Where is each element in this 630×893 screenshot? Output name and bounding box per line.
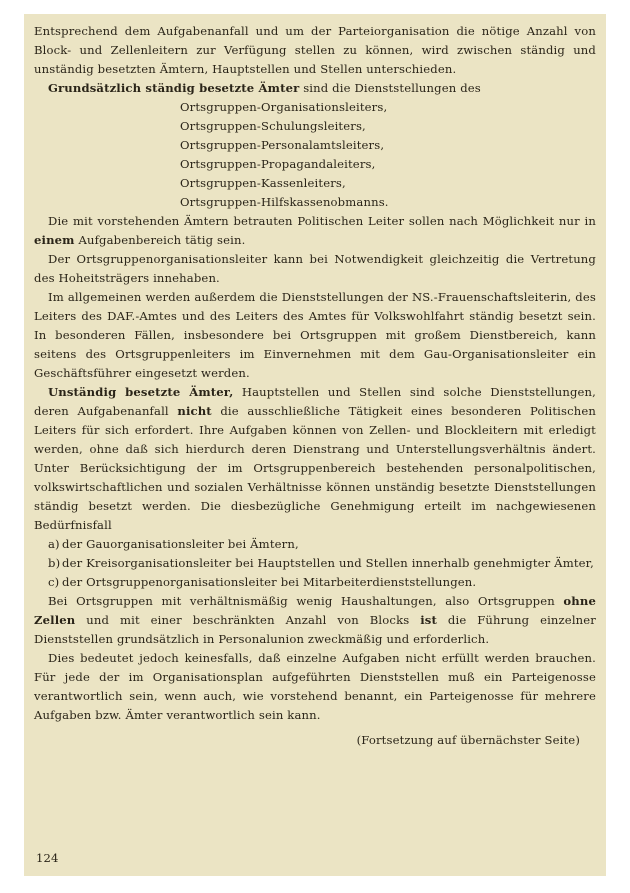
continuation-note: (Fortsetzung auf übernächster Seite) [356, 733, 580, 747]
paragraph-text: Aufgabenbereich tätig sein. [74, 233, 246, 247]
paragraph-one-area [34, 212, 596, 250]
list-item: Ortsgruppen-Organisationsleiters, [180, 100, 388, 114]
item-marker: a) [48, 537, 60, 551]
item-text: der Gauorganisationsleiter bei Ämtern, [62, 537, 299, 551]
approval-item [48, 573, 596, 592]
item-text: der Ortsgruppenorganisationsleiter bei Mitarbeiterdienststellungen. [62, 575, 477, 589]
paragraph-text: die Führung einzelner Dienststellen grundsätzlich in Personalunion zweckmäßig und erforderlich. [34, 613, 596, 646]
approval-item [48, 554, 596, 573]
bold-term-permanent: Grundsätzlich ständig besetzte Ämter [48, 81, 300, 95]
approval-list [48, 535, 596, 592]
item-marker: c) [48, 575, 60, 589]
paragraph-deputy: Der Ortsgruppenorganisationsleiter kann bei Notwendigkeit gleichzeitig die Vertretung des Hoheitsträgers innehaben. [34, 252, 596, 285]
bold-word-not: nicht [177, 404, 212, 418]
bold-term-no-cells: ohne Zellen [34, 594, 596, 627]
list-item: Ortsgruppen-Kassenleiters, [180, 176, 346, 190]
paragraph-text: Bei Ortsgruppen mit verhältnismäßig wenig Haushaltungen, also Ortsgruppen [48, 594, 564, 608]
paragraph-small-groups [34, 592, 596, 649]
paragraph-permanent-offices [34, 79, 596, 98]
approval-item [48, 535, 596, 554]
paragraph-general: Im allgemeinen werden außerdem die Dienststellungen der NS.-Frauenschaftsleiterin, des Leiters des DAF.-Amtes und des Leiters des Amtes für Volkswohlfahrt ständig besetzt sein. In besonderen Fällen, insbesondere bei Ortsgruppen mit großem Dienstbereich, kann seitens des Ortsgruppenleiters im Einvernehmen mit dem Gau-Organisationsleiter ein Geschäftsführer eingesetzt werden. [34, 290, 596, 380]
paragraph-text: Die mit vorstehenden Ämtern betrauten Politischen Leiter sollen nach Möglichkeit nur in [48, 214, 596, 228]
paragraph-temporary-offices [34, 383, 596, 535]
bold-word-is: ist [420, 613, 437, 627]
list-item: Ortsgruppen-Schulungsleiters, [180, 119, 366, 133]
office-list [180, 98, 596, 212]
list-item: Ortsgruppen-Hilfskassenobmanns. [180, 195, 389, 209]
paragraph-responsibility: Dies bedeutet jedoch keinesfalls, daß einzelne Aufgaben nicht erfüllt werden brauchen. Für jede der im Organisationsplan aufgeführten Dienststellen muß ein Parteigenosse verantwortlich sein, wenn auch, wie vorstehend benannt, ein Parteigenosse für mehrere Aufgaben bzw. Ämter verantwortlich sein kann. [34, 651, 596, 722]
paragraph-text: sind die Dienststellungen des [299, 81, 481, 95]
paragraph-text: und mit einer beschränkten Anzahl von Blocks [75, 613, 421, 627]
item-marker: b) [48, 556, 61, 570]
item-text: der Kreisorganisationsleiter bei Hauptstellen und Stellen innerhalb genehmigter Ämter, [62, 556, 594, 570]
paragraph-text: Hauptstellen und Stellen sind solche Dienststellungen, deren Aufgabenanfall [34, 385, 596, 418]
bold-term-temporary: Unständig besetzte Ämter, [48, 385, 234, 399]
paragraph-text: die ausschließliche Tätigkeit eines besonderen Politischen Leiters für sich erfordert. Ihre Aufgaben können von Zellen- und Blockleitern mit erledigt werden, ohne daß sich hierdurch deren Dienstrang und Unterstellungsverhältnis ändert. Unter Berücksichtigung der im Ortsgruppenbereich bestehenden personalpolitischen, volkswirtschaftlichen und sozialen Verhältnisse können unständig besetzte Dienststellungen ständig besetzt werden. Die diesbezügliche Genehmigung erteilt im nachgewiesenen Bedürfnisfall [34, 404, 596, 532]
list-item: Ortsgruppen-Propagandaleiters, [180, 157, 376, 171]
document-page [24, 14, 606, 876]
paragraph-intro: Entsprechend dem Aufgabenanfall und um der Parteiorganisation die nötige Anzahl von Block- und Zellenleitern zur Verfügung stellen zu können, wird zwischen ständig und unständig besetzten Ämtern, Hauptstellen und Stellen unterschieden. [34, 24, 596, 76]
list-item: Ortsgruppen-Personalamtsleiters, [180, 138, 385, 152]
page-number: 124 [36, 851, 59, 865]
bold-word-one: einem [34, 233, 75, 247]
